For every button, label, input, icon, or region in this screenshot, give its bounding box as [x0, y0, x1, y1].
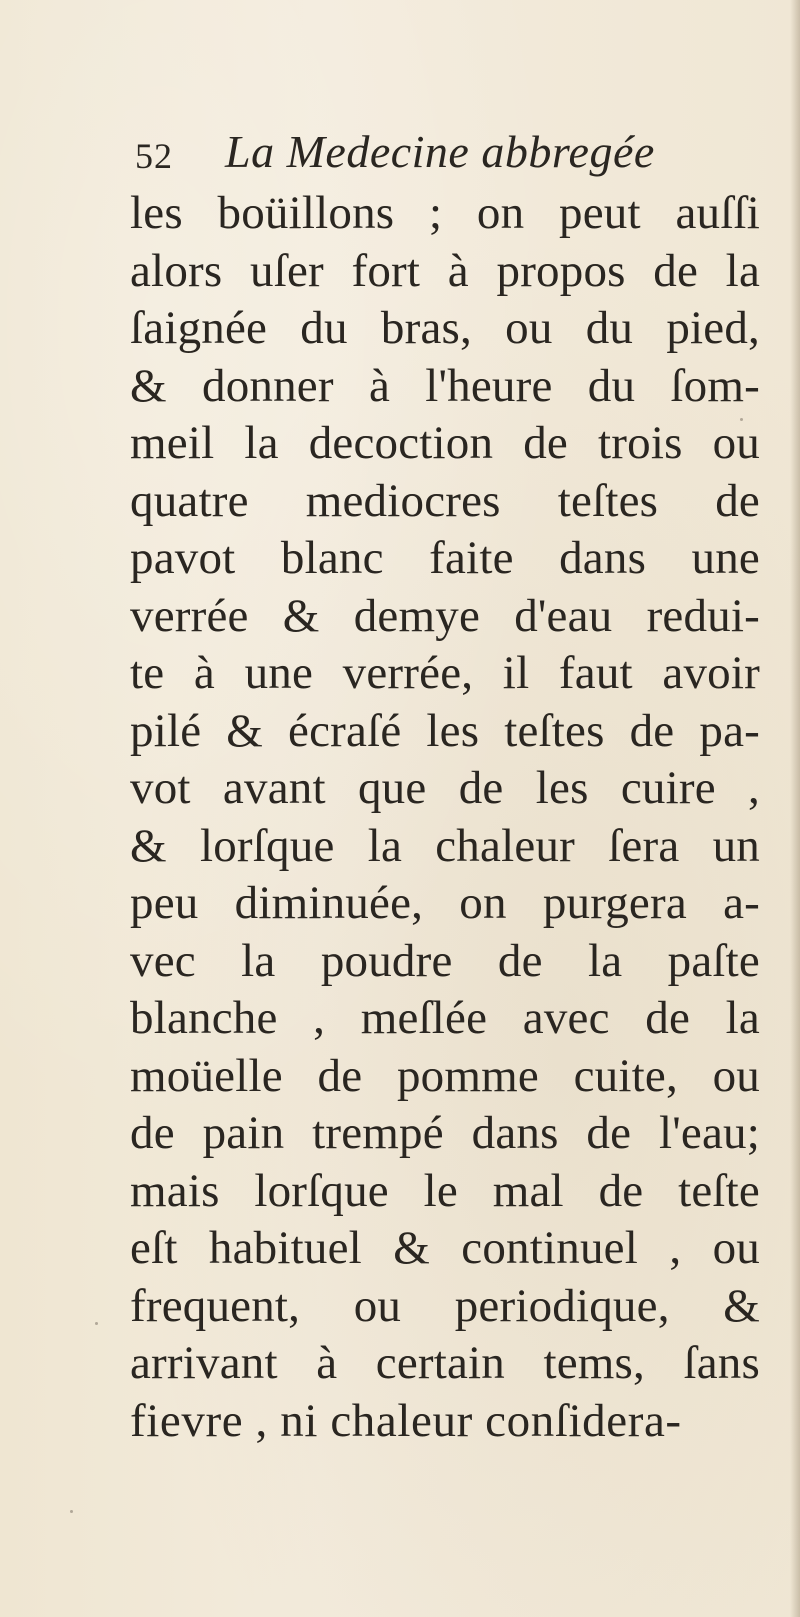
- text-line: arrivant à certain tems, ſans: [130, 1337, 760, 1389]
- text-line: & lorſque la chaleur ſera un: [130, 819, 760, 872]
- text-line: de pain trempé dans de l'eau;: [130, 1107, 760, 1159]
- text-line: frequent, ou periodique, &: [130, 1279, 760, 1332]
- page-number: 52: [135, 136, 173, 176]
- text-line: pilé & écraſé les teſtes de pa-: [130, 704, 760, 757]
- text-line: verrée & demye d'eau redui-: [130, 589, 760, 642]
- text-line: & donner à l'heure du ſom-: [130, 359, 760, 412]
- text-line: pavot blanc faite dans une: [130, 532, 760, 584]
- text-line: te à une verrée, il faut avoir: [130, 647, 760, 699]
- text-line: ſaignée du bras, ou du pied,: [130, 302, 760, 354]
- text-line: vec la poudre de la paſte: [130, 934, 760, 987]
- text-line: alors uſer fort à propos de la: [130, 244, 760, 297]
- text-line: mais lorſque le mal de teſte: [130, 1164, 760, 1217]
- paper-speck: [740, 418, 743, 421]
- text-line: moüelle de pomme cuite, ou: [130, 1049, 760, 1102]
- page-header: [135, 125, 735, 185]
- paper-speck: [95, 1322, 98, 1325]
- running-title: La Medecine abbregée: [225, 126, 655, 177]
- text-line: blanche , meſlée avec de la: [130, 992, 760, 1044]
- paper-speck: [70, 1510, 73, 1513]
- text-line: quatre mediocres teſtes de: [130, 474, 760, 527]
- body-text: [130, 185, 770, 1450]
- text-line: vot avant que de les cuire ,: [130, 762, 760, 814]
- text-line: meil la decoction de trois ou: [130, 417, 760, 469]
- text-line: fievre , ni chaleur conſidera-: [130, 1394, 682, 1447]
- text-line: les boüillons ; on peut auſſi: [130, 187, 760, 239]
- page-edge-shadow: [790, 0, 800, 1617]
- text-line: eſt habituel & continuel , ou: [130, 1222, 760, 1274]
- text-line: peu diminuée, on purgera a-: [130, 877, 760, 929]
